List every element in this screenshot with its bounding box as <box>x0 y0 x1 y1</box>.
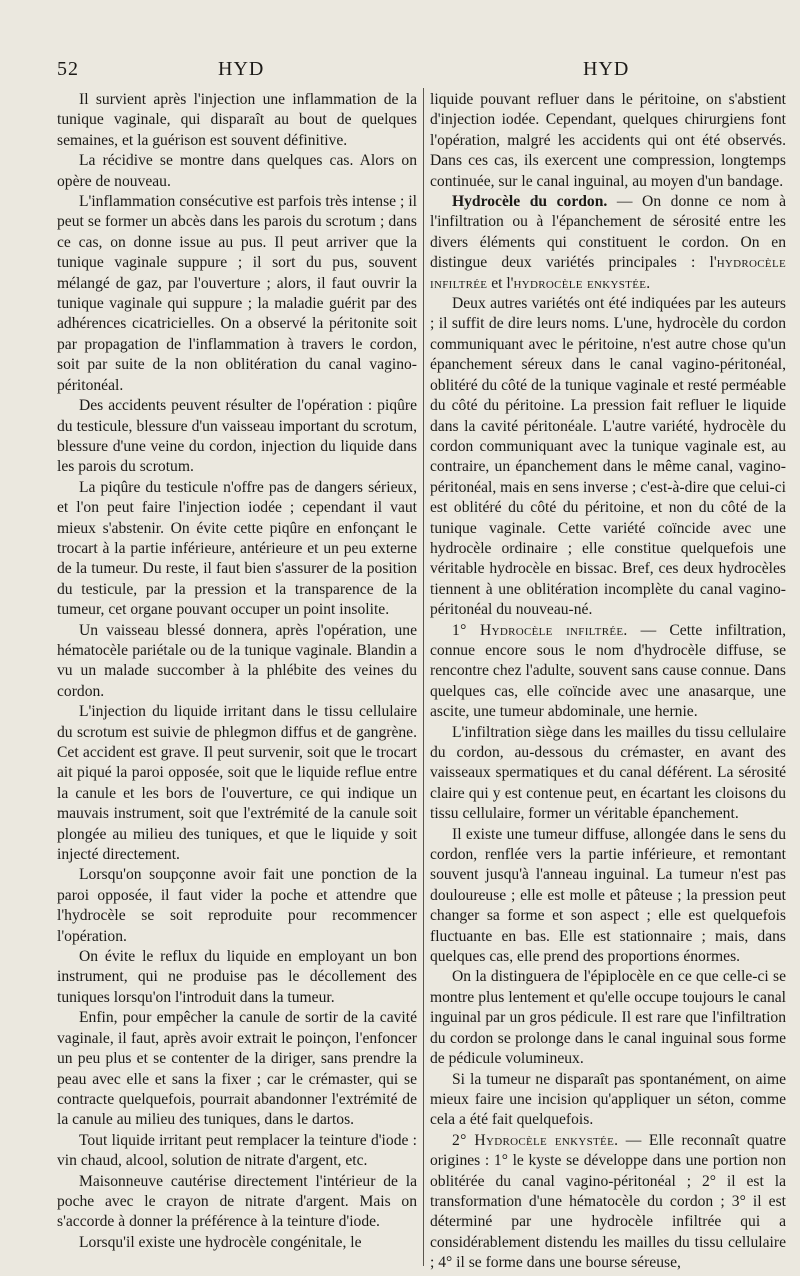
entry-text: et l' <box>487 274 514 292</box>
section-text: — Cette infiltration, connue encore sous le nom d'hydrocèle diffuse, se rencontre chez l'adulte, souvent sans cause connue. Dans quelques cas, elle coïncide avec une anasarque, une ascite, une tumeur abdominale, une hernie. <box>430 621 786 721</box>
paragraph: La piqûre du testicule n'offre pas de dangers sérieux, et l'on peut faire l'injection iodée ; cependant il vaut mieux s'abstenir. On évite cette piqûre en enfonçant le trocart à la partie inférieure, antérieure et un peu externe de la tumeur. Du reste, il faut bien s'assurer de la position du testicule, par la pression et la transparence de la tumeur, cet organe pouvant occuper un point insolite. <box>57 478 417 619</box>
paragraph: liquide pouvant refluer dans le péritoine, on s'abstient d'injection iodée. Cependant, quelques chirurgiens font l'opération, malgré les accidents qui ont été observés. Dans ces cas, ils exercent une compression, longtemps continuée, sur le canal inguinal, au moyen d'un bandage. <box>430 91 786 190</box>
paragraph: Tout liquide irritant peut remplacer la teinture d'iode : vin chaud, alcool, solution de nitrate d'argent, etc. <box>57 1131 417 1170</box>
running-head-right: HYD <box>583 58 630 80</box>
section-heading: 2° Hydrocèle enkystée. <box>452 1131 619 1149</box>
entry-text: — On donne ce nom à l'infiltration ou à l'épanchement de sérosité entre les divers éléments qui constituent le cordon. On en distingue deux variétés principales : l' <box>430 193 787 272</box>
paragraph: Si la tumeur ne disparaît pas spontanément, on aime mieux faire une incision qu'appliquer un séton, comme cela a été fait quelquefois. <box>430 1070 786 1129</box>
paragraph: Il existe une tumeur diffuse, allongée dans le sens du cordon, renflée vers la partie inférieure, et remontant souvent jusqu'à l'anneau inguinal. La tumeur n'est pas douloureuse ; elle est molle et pâteuse ; la pression peut changer sa forme et son aspect ; elle est quelquefois fluctuante en bas. Elle est stationnaire ; mais, dans quelques cas, elle prend des proportions énormes. <box>430 825 786 966</box>
section-heading: 1° Hydrocèle infiltrée. <box>452 621 628 639</box>
entry-heading: Hydrocèle du cordon. <box>452 193 608 211</box>
paragraph: Lorsqu'il existe une hydrocèle congénitale, le <box>79 1233 362 1251</box>
section-hydrocele-infiltree <box>430 621 786 723</box>
paragraph: Un vaisseau blessé donnera, après l'opération, une hématocèle pariétale ou de la tunique vaginale. Blandin a vu un malade succomber à la phlébite des veines du cordon. <box>57 621 417 700</box>
small-caps-term: hydrocèle enkystée <box>513 274 647 292</box>
paragraph: Enfin, pour empêcher la canule de sortir de la cavité vaginale, il faut, après avoir extrait le poinçon, l'enfoncer un peu plus et se contenter de la diriger, sans prendre la peau avec elle et sans la fixer ; car le crémaster, qui se contracte quelquefois, pourrait abandonner l'extrémité de la canule au milieu des tuniques, dans le dartos. <box>57 1009 417 1129</box>
running-head-left: HYD <box>218 58 265 80</box>
paragraph: L'injection du liquide irritant dans le tissu cellulaire du scrotum est suivie de phlegmon diffus et de gangrène. Cet accident est grave. Il peut survenir, soit que le trocart ait piqué la paroi opposée, soit que le liquide reflue entre la canule et les bors de l'ouverture, ce qui indique un mauvais instrument, soit que l'extrémité de la canule soit plongée au milieu des tuniques, et que le liquide y soit injecté directement. <box>57 703 417 864</box>
paragraph: On évite le reflux du liquide en employant un bon instrument, qui ne produise pas le décollement des tuniques lorsqu'on l'introduit dans la tumeur. <box>57 948 417 1006</box>
entry-hydrocele-du-cordon <box>430 192 786 294</box>
column-divider <box>423 88 424 1266</box>
paragraph: Lorsqu'on soupçonne avoir fait une ponction de la paroi opposée, il faut vider la poche et attendre que l'hydrocèle se soit reproduite pour recommencer l'opération. <box>57 866 417 945</box>
page-number: 52 <box>57 58 79 80</box>
paragraph: L'inflammation consécutive est parfois très intense ; il peut se former un abcès dans les parois du scrotum ; dans ce cas, on donne issue au pus. Il peut arriver que la tunique vaginale suppure ; il sort du pus, souvent mélangé de gaz, par l'ouverture ; alors, il faut ouvrir la tunique vaginale qui suppure ; la maladie guérit par des adhérences cicatricielles. On a observé la péritonite soit par propagation de l'inflammation à travers le cordon, soit par suite de la non oblitération du canal vagino-péritonéal. <box>57 193 417 394</box>
paragraph: L'infiltration siège dans les mailles du tissu cellulaire du cordon, au-dessous du crémaster, en avant des vaisseaux spermatiques et du canal déférent. La sérosité claire qui y est contenue peut, en écartant les cloisons du tissu cellulaire, former un véritable épanchement. <box>430 723 786 823</box>
small-caps-term: hydrocèle infiltrée <box>430 254 786 292</box>
section-text: — Elle reconnaît quatre origines : 1° le kyste se développe dans une portion non oblitérée du canal vagino-péritonéal ; 2° il est la transformation d'une hématocèle du cordon ; 3° il est déterminé par une hydrocèle infiltrée qui a considérablement distendu les mailles du tissu cellulaire ; 4° il se forme dans une bourse séreuse, <box>430 1131 786 1272</box>
paragraph: Des accidents peuvent résulter de l'opération : piqûre du testicule, blessure d'un vaisseau important du scrotum, blessure d'une veine du cordon, injection du liquide dans les parois du scrotum. <box>57 397 417 476</box>
paragraph: Maisonneuve cautérise directement l'intérieur de la poche avec le crayon de nitrate d'argent. Mais on s'accorde à donner la préférence à la teinture d'iode. <box>57 1172 417 1231</box>
paragraph: On la distinguera de l'épiplocèle en ce que celle-ci se montre plus lentement et qu'elle occupe toujours le canal inguinal par un gros pédicule. Il est rare que l'infiltration du cordon se prolonge dans le canal inguinal sous forme de pédicule volumineux. <box>430 968 786 1068</box>
entry-text: . <box>646 274 651 292</box>
section-hydrocele-enkystee <box>430 1131 786 1274</box>
paragraph: Deux autres variétés ont été indiquées par les auteurs ; il suffit de dire leurs noms. L'une, hydrocèle du cordon communiquant avec le péritoine, n'est autre chose qu'un épanchement séreux dans le canal vagino-péritonéal, oblitéré du côté de la tunique vaginale et resté perméable du côté du péritoine. La pression fait refluer le liquide dans la cavité péritonéale. L'autre variété, hydrocèle du cordon communiquant avec la tunique vaginale est, au contraire, un épanchement dans le même canal, vagino-péritonéal, mais en sens inverse ; c'est-à-dire que celui-ci est oblitéré du côté du péritoine, et non du côté de la tunique vaginale. Cette variété coïncide avec une hydrocèle ordinaire ; elle constitue quelquefois une véritable hydrocèle en bissac. Bref, ces deux hydrocèles tiennent à une oblitération incomplète du canal vagino-péritonéal du nouveau-né. <box>430 295 786 619</box>
left-column <box>57 90 417 1253</box>
right-column <box>430 90 786 1274</box>
paragraph: Il survient après l'injection une inflammation de la tunique vaginale, qui disparaît au bout de quelques semaines, et la guérison est souvent définitive. <box>57 91 417 149</box>
paragraph: La récidive se montre dans quelques cas. Alors on opère de nouveau. <box>57 152 417 190</box>
